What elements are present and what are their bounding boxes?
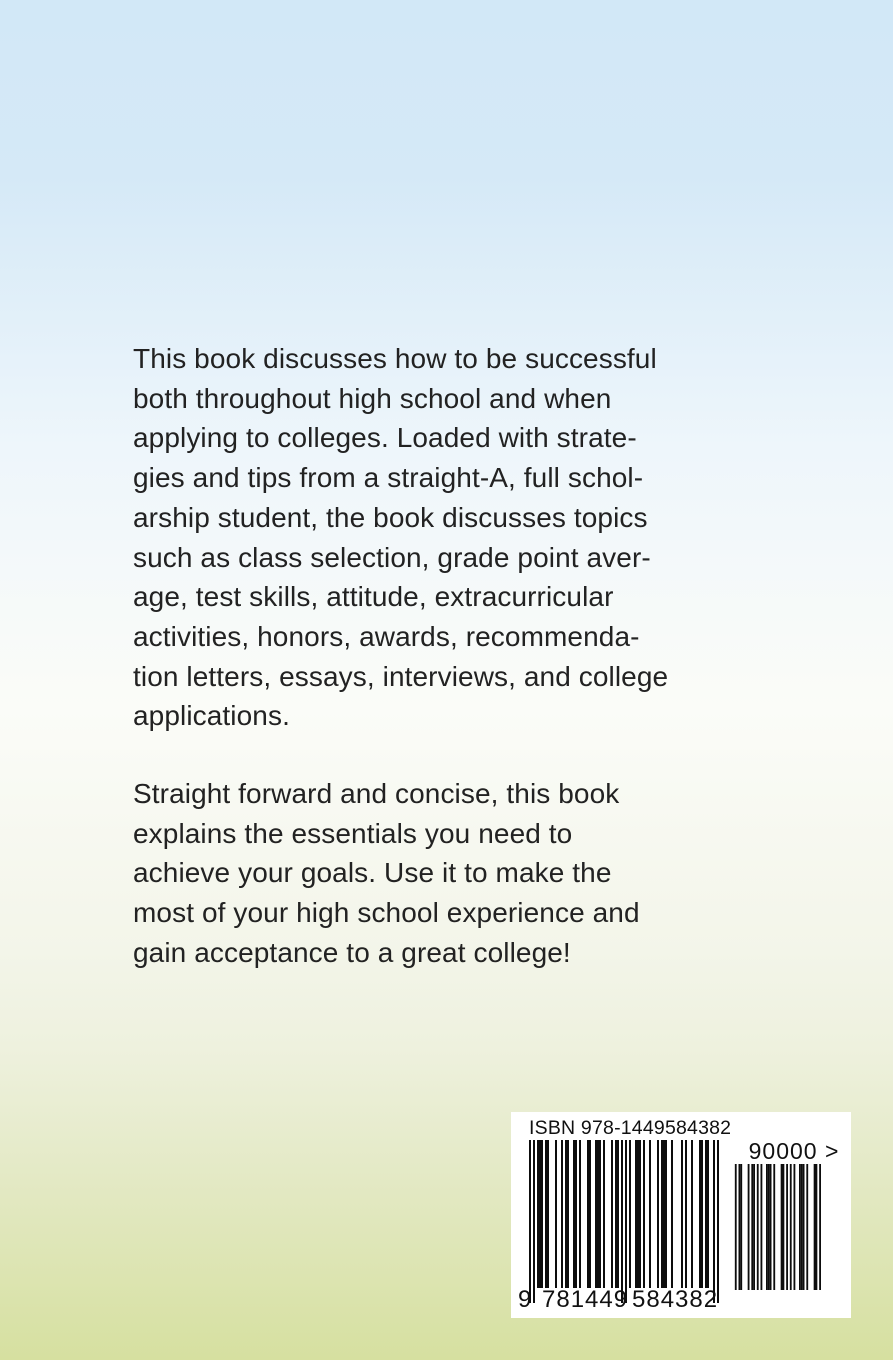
synopsis-line: age, test skills, attitude, extracurricular	[133, 581, 614, 613]
barcode-digits	[511, 1286, 851, 1316]
synopsis-line: most of your high school experience and	[133, 897, 640, 929]
barcode-digit-group1: 781449	[542, 1286, 629, 1313]
ean5-addon-barcode-icon	[733, 1164, 821, 1290]
synopsis-line: applying to colleges. Loaded with strate-	[133, 422, 637, 454]
synopsis-line: This book discusses how to be successful	[133, 343, 657, 374]
synopsis-line: explains the essentials you need to	[133, 817, 573, 849]
synopsis-line: activities, honors, awards, recommenda-	[133, 620, 640, 652]
ean13-barcode-icon	[529, 1140, 719, 1303]
synopsis-line: arship student, the book discusses topics	[133, 501, 648, 533]
synopsis-line: tion letters, essays, interviews, and college	[133, 660, 669, 692]
synopsis-line: such as class selection, grade point aver-	[133, 541, 651, 573]
synopsis-line: Straight forward and concise, this book	[133, 778, 620, 810]
synopsis-line: gain acceptance to a great college!	[133, 936, 571, 968]
synopsis-text	[133, 339, 733, 973]
synopsis-line: both throughout high school and when	[133, 382, 612, 414]
isbn-number-label: ISBN 978-1449584382	[529, 1117, 732, 1139]
synopsis-line: applications.	[133, 700, 290, 732]
synopsis-line: gies and tips from a straight-A, full schol-	[133, 462, 644, 494]
barcode-digit-left: 9	[518, 1286, 533, 1313]
synopsis-paragraph-1	[133, 339, 733, 736]
synopsis-paragraph-2	[133, 774, 733, 973]
synopsis-line: achieve your goals. Use it to make the	[133, 857, 612, 889]
barcode-digit-group2: 584382	[632, 1286, 719, 1313]
isbn-barcode-panel	[511, 1112, 851, 1318]
price-addon-label: 90000 >	[748, 1138, 840, 1164]
